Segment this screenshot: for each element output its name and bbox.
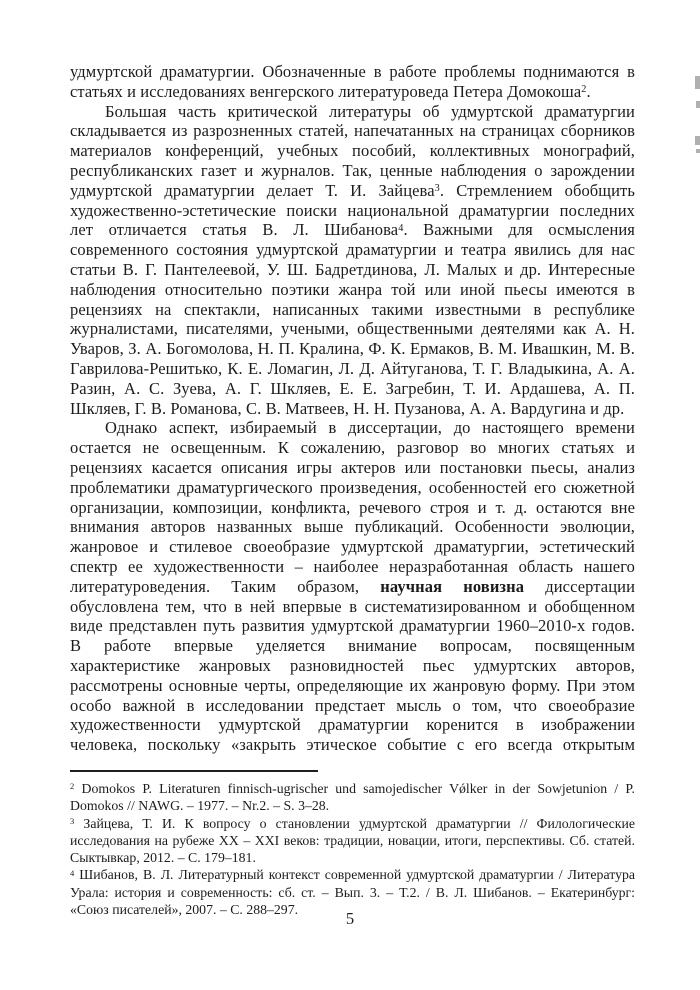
- footnote-marker: 3: [70, 815, 75, 826]
- footnote-separator: [70, 770, 318, 772]
- footnote-marker: 4: [70, 867, 75, 878]
- footnote: $^3$ Зайцева, Т. И. К вопросу о становлении удмуртской драматургии // Филологические исследования на рубеже XX – XXI веков: традиции, новации, итоги, перспективы. Сб. статей. Сыктывкар, 2012. – С. 179–181.: [70, 815, 635, 866]
- paragraph: [70, 418, 635, 755]
- footnotes: [70, 780, 635, 918]
- text-segment: диссертации обусловлена тем, что в ней впервые в систематизированном и обобщенном виде представлен путь развития удмуртской драматургии 1960–2010-х годов. В работе впервые уделяется внимание вопросам, посвященным характеристике жанровых разновидностей пьес удмуртских авторов, рассмотрены основные черты, определяющие их жанровую форму. При этом особо важной в исследовании предстает мысль о том, что своеобразие художественности удмуртской драматургии коренится в изображении человека, поскольку «закрыть этическое событие с его всегда открытым: [70, 576, 636, 755]
- text-segment: . Стремлением обобщить художественно-эстетические поиски национальной драматургии последних лет отличается статья В. Л. Шибанова: [70, 180, 635, 240]
- bold-emphasis: научная новизна: [380, 576, 525, 596]
- scan-artifact: [695, 136, 700, 145]
- footnote-reference: 3: [434, 183, 440, 195]
- text-segment: Большая часть критической литературы об удмуртской драматургии складывается из разрозненных статей, напечатанных на страницах сборников материалов конференций, учебных пособий, коллективных монографий, республиканских газет и журналов. Так, ценные наблюдения о зарождении удмуртской драматургии делает Т. И. Зайцева: [70, 101, 635, 200]
- scan-artifact: [696, 101, 700, 108]
- paragraph: [70, 102, 635, 419]
- scan-artifact: [696, 149, 700, 153]
- footnote: $^4$ Шибанов, В. Л. Литературный контекст современной удмуртской драматургии / Литература Урала: история и современность: сб. ст. – Вып. 3. – Т.2. / В. Л. Шибанов. – Екатеринбург: «Союз писателей», 2007. – С. 288–297.: [70, 867, 635, 918]
- footnote-reference: 4: [398, 222, 404, 234]
- footnote-marker: 2: [70, 781, 75, 792]
- main-text: [70, 62, 635, 755]
- scan-artifact: [695, 76, 700, 89]
- text-segment: удмуртской драматургии. Обозначенные в работе проблемы поднимаются в статьях и исследованиях венгерского литературоведа Петера Домокоша: [70, 62, 635, 101]
- page-number: 5: [345, 909, 355, 928]
- text-segment: Однако аспект, избираемый в диссертации, до настоящего времени остается не освещенным. К сожалению, разговор во многих статьях и рецензиях касается описания игры актеров или постановки пьесы, анализ проблематики драматургического произведения, особенностей его сюжетной организации, композиции, конфликта, речевого строя и т. д. остаются вне внимания авторов названных выше публикаций. Особенности эволюции, жанровое и стилевое своеобразие удмуртской драматургии, эстетический спектр ее художественности – наиболее неразработанная область нашего литературоведения. Таким образом,: [70, 418, 635, 596]
- footnote: $^2$ Domokos P. Literaturen finnisch-ugrischer und samojedischer Vǿlker in der Sowjetunion / P. Domokos // NAWG. – 1977. – Nr.2. – S. 3–28.: [70, 781, 635, 814]
- text-segment: .: [586, 81, 591, 101]
- footnote-reference: 2: [581, 84, 587, 96]
- text-segment: . Важными для осмысления современного состояния удмуртской драматургии и театра явились для нас статьи В. Г. Пантелеевой, У. Ш. Бадретдинова, Л. Малых и др. Интересные наблюдения относительно поэтики жанра той или иной пьесы имеются в рецензиях на спектакли, написанных такими известными в республике журналистами, писателями, учеными, общественными деятелями как А. Н. Уваров, З. А. Богомолова, Н. П. Кралина, Ф. К. Ермаков, В. М. Ивашкин, М. В. Гаврилова-Решитько, К. Е. Ломагин, Л. Д. Айтуганова, Т. Г. Владыкина, А. А. Разин, А. С. Зуева, А. Г. Шкляев, Е. Е. Загребин, Т. И. Ардашева, А. П. Шкляев, Г. В. Романова, С. В. Матвеев, Н. Н. Пузанова, А. А. Вардугина и др.: [70, 220, 635, 418]
- paragraph: [70, 62, 635, 102]
